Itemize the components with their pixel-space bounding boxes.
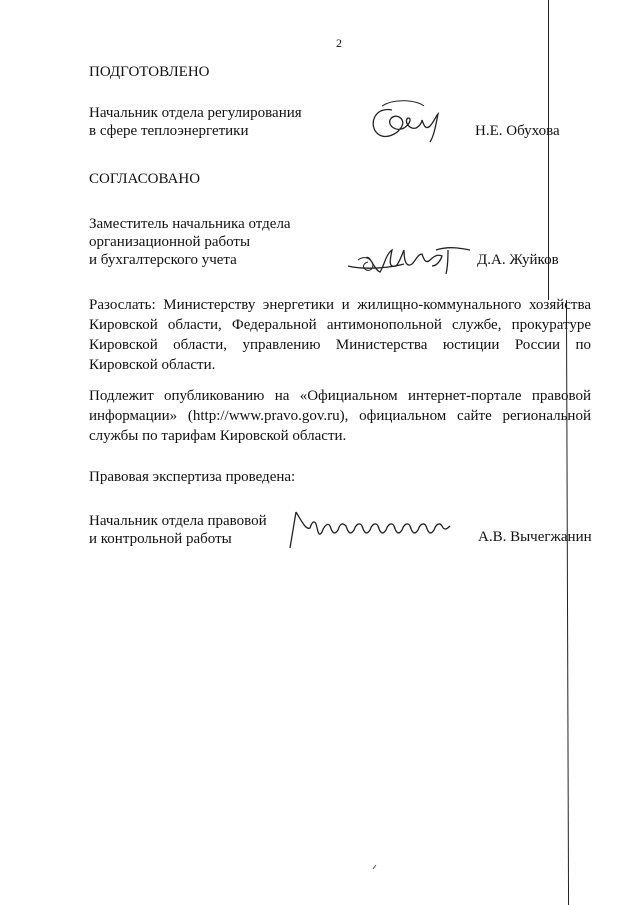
legal-review-position-line-1: Начальник отдела правовой <box>89 513 267 529</box>
page-number: 2 <box>336 36 342 50</box>
agreed-heading: СОГЛАСОВАНО <box>89 171 201 187</box>
signature-vychegzhanin <box>288 508 458 552</box>
agreed-position-line-2: организационной работы <box>89 234 251 250</box>
signature-zhuykov <box>344 236 474 280</box>
prepared-name: Н.Е. Обухова <box>475 123 560 139</box>
distribution-paragraph: Разослать: Министерству энергетики и жилищно-коммунального хозяйства Кировской области, Федеральной антимонопольной службе, прокуратуре Кировской области, управлению Министерства юстиции России по Кировской области. <box>89 297 591 373</box>
legal-review-name: А.В. Вычегжанин <box>478 529 592 545</box>
legal-review-statement: Правовая экспертиза проведена: <box>89 469 296 485</box>
agreed-position-line-3: и бухгалтерского учета <box>89 252 237 268</box>
agreed-name: Д.А. Жуйков <box>477 252 559 268</box>
prepared-position-line-2: в сфере теплоэнергетики <box>89 123 249 139</box>
publication-paragraph: Подлежит опубликованию на «Официальном интернет-портале правовой информации» (http://www.pravo.gov.ru), официальном сайте региональной службы по тарифам Кировской области. <box>89 388 591 444</box>
prepared-heading: ПОДГОТОВЛЕНО <box>89 64 210 80</box>
legal-review-position-line-2: и контрольной работы <box>89 531 232 547</box>
prepared-position-line-1: Начальник отдела регулирования <box>89 105 302 121</box>
scan-mark <box>372 858 380 866</box>
agreed-position-line-1: Заместитель начальника отдела <box>89 216 291 232</box>
signature-obukhova <box>364 96 454 146</box>
